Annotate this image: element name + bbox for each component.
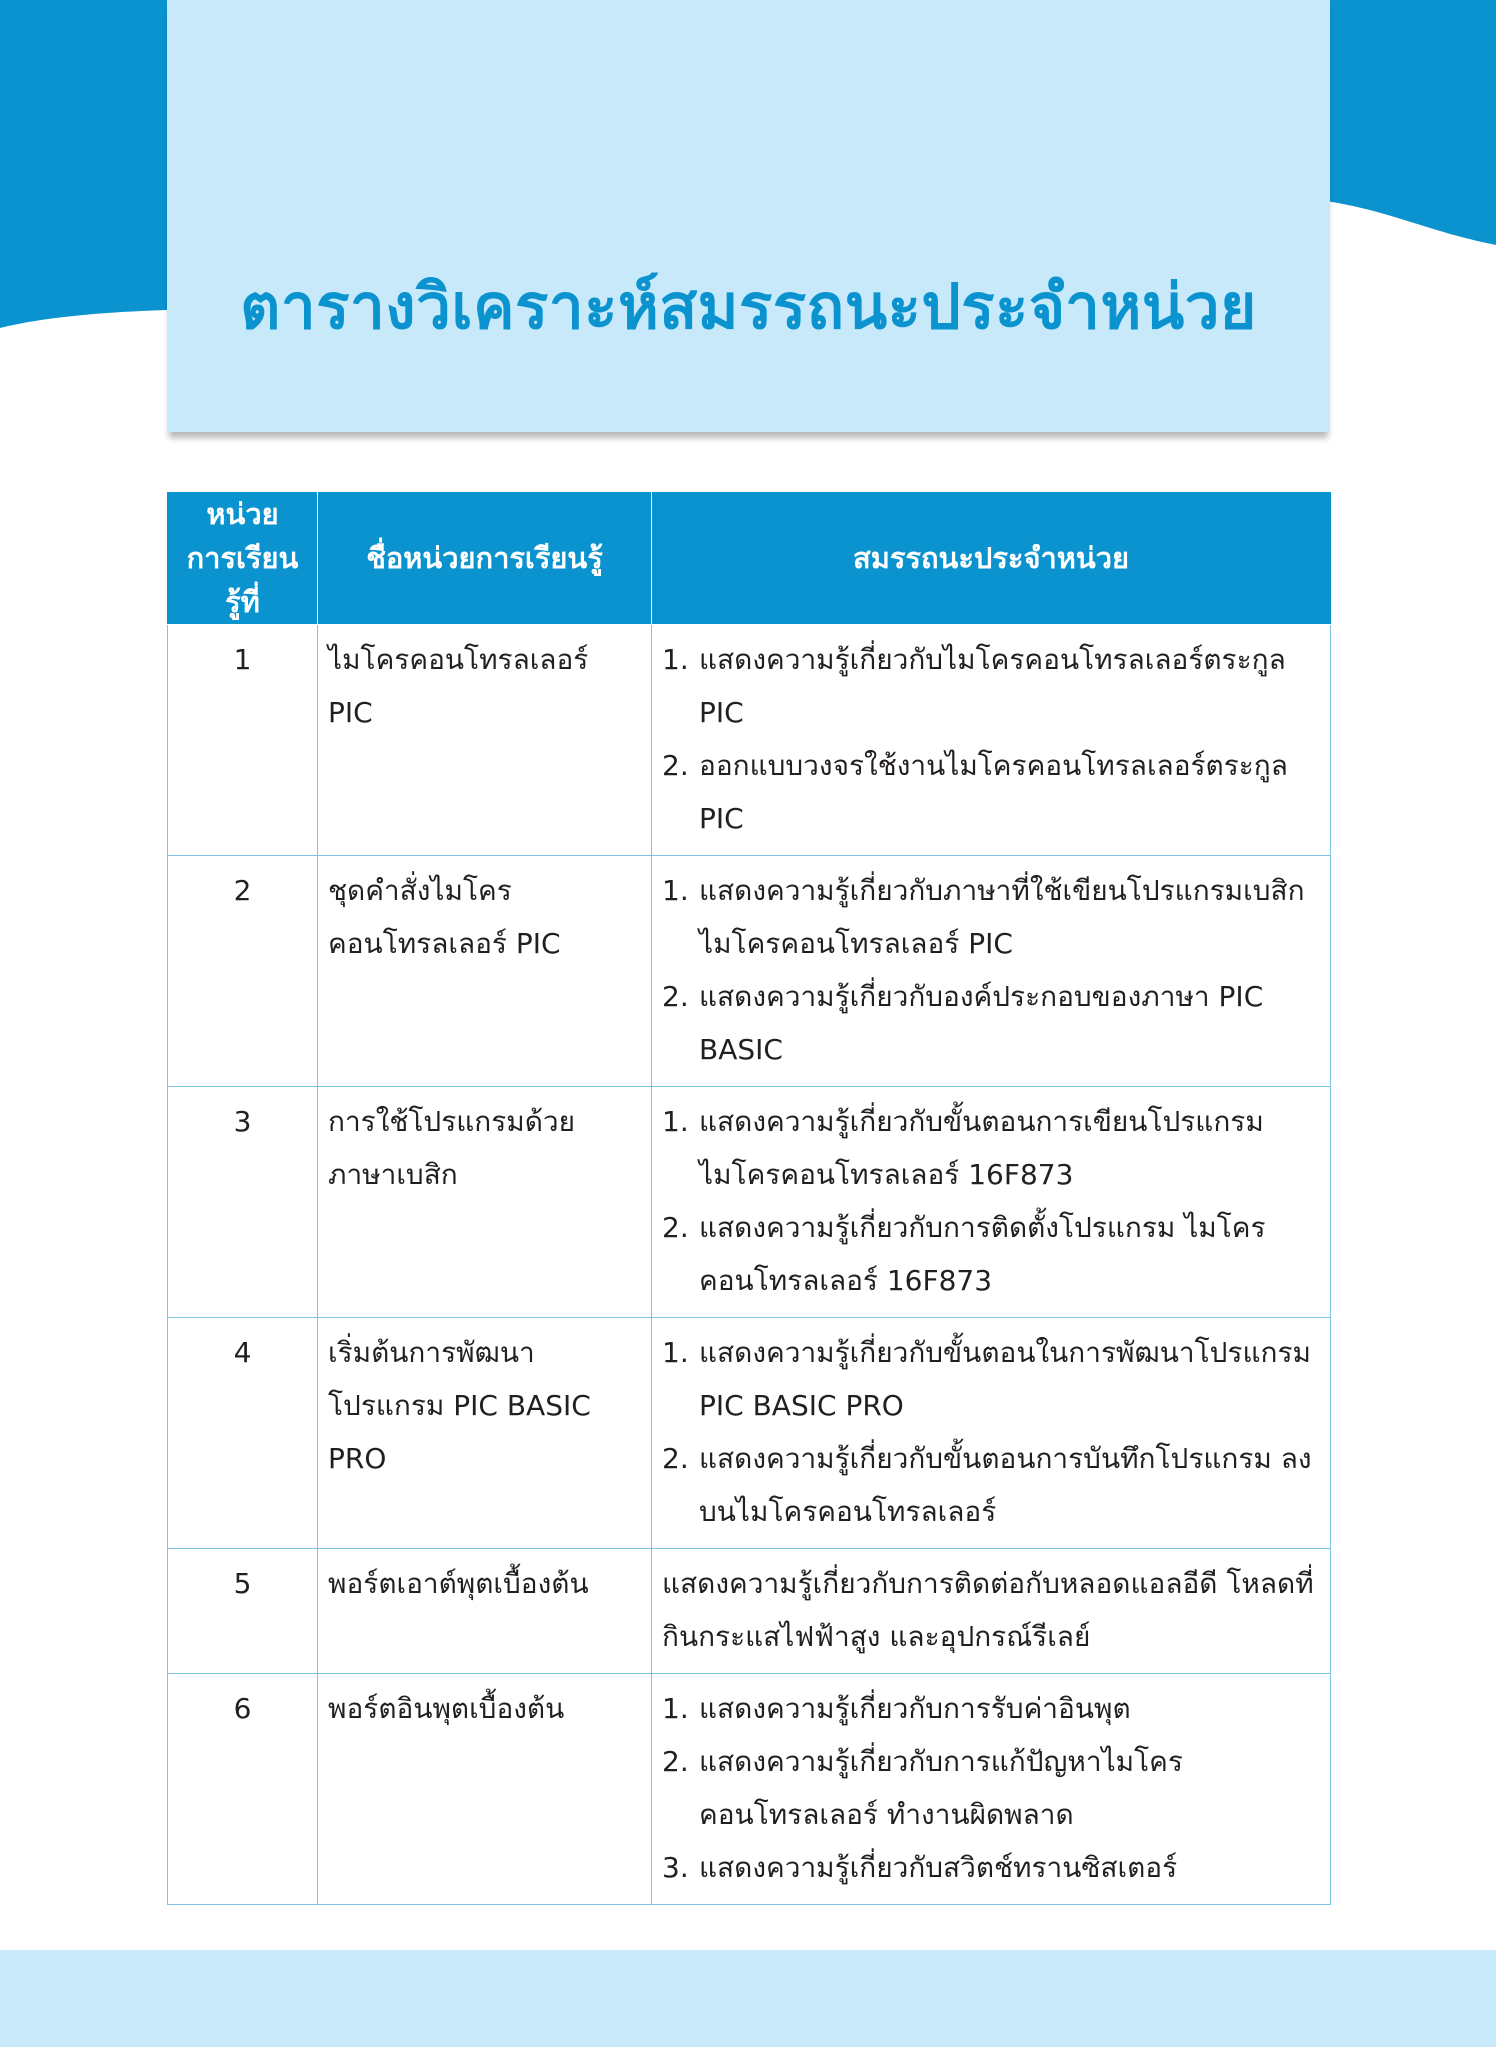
competency-item-number: 1. [662,1692,689,1725]
competency-item [662,1841,1320,1894]
competency-list [662,1326,1320,1538]
unit-name: พอร์ตเอาต์พุตเบื้องต้น [318,1549,652,1674]
competency-item [662,633,1320,739]
unit-number: 3 [168,1087,318,1318]
unit-name: พอร์ตอินพุตเบื้องต้น [318,1674,652,1905]
competency-item-number: 2. [662,1442,689,1475]
competency-list [662,1557,1320,1663]
table-row [168,856,1331,1087]
unit-number: 5 [168,1549,318,1674]
competency-item [662,1735,1320,1841]
competency-item-text: แสดงความรู้เกี่ยวกับองค์ประกอบของภาษา PIC BASIC [699,980,1264,1066]
unit-number: 6 [168,1674,318,1905]
competency-item-text: แสดงความรู้เกี่ยวกับการติดตั้งโปรแกรม ไมโครคอนโทรลเลอร์ 16F873 [699,1211,1266,1297]
header-unit-number [168,492,318,625]
competency-item [662,1682,1320,1735]
competency-list [662,1095,1320,1307]
unit-name: เริ่มต้นการพัฒนาโปรแกรม PIC BASIC PRO [318,1318,652,1549]
page-title: ตารางวิเคราะห์สมรรถนะประจำหน่วย [240,270,1257,343]
competency-item-text: ออกแบบวงจรใช้งานไมโครคอนโทรลเลอร์ตระกูล PIC [699,749,1288,835]
unit-competencies [652,1318,1331,1549]
unit-number: 4 [168,1318,318,1549]
competency-item [662,1557,1320,1663]
competency-list [662,633,1320,845]
competency-item-number: 2. [662,980,689,1013]
competency-item [662,739,1320,845]
competency-item [662,1095,1320,1201]
competency-item-text: แสดงความรู้เกี่ยวกับการรับค่าอินพุต [699,1692,1131,1725]
competency-item-number: 1. [662,1336,689,1369]
competency-item-text: แสดงความรู้เกี่ยวกับการแก้ปัญหาไมโครคอนโทรลเลอร์ ทำงานผิดพลาด [699,1745,1183,1831]
table-row [168,1549,1331,1674]
competency-item-text: แสดงความรู้เกี่ยวกับขั้นตอนการเขียนโปรแกรม ไมโครคอนโทรลเลอร์ 16F873 [699,1105,1264,1191]
competency-item-number: 2. [662,749,689,782]
footer-band [0,1950,1496,2047]
table-row [168,1318,1331,1549]
competency-item [662,1326,1320,1432]
table-row [168,1087,1331,1318]
competency-item [662,1201,1320,1307]
header-unit-number-label: หน่วยการเรียนรู้ที่ [186,497,299,619]
competency-item [662,1432,1320,1538]
competency-item-text: แสดงความรู้เกี่ยวกับการติดต่อกับหลอดแอลอีดี โหลดที่กินกระแสไฟฟ้าสูง และอุปกรณ์รีเลย์ [662,1567,1314,1653]
unit-competencies [652,1087,1331,1318]
unit-name: ชุดคำสั่งไมโครคอนโทรลเลอร์ PIC [318,856,652,1087]
title-panel [167,0,1330,432]
competency-item-text: แสดงความรู้เกี่ยวกับสวิตช์ทรานซิสเตอร์ [699,1851,1178,1884]
competency-item-number: 3. [662,1851,689,1884]
unit-competencies [652,625,1331,856]
table-row [168,1674,1331,1905]
unit-name: การใช้โปรแกรมด้วยภาษาเบสิก [318,1087,652,1318]
competency-item-number: 2. [662,1745,689,1778]
unit-competencies [652,856,1331,1087]
unit-competencies [652,1674,1331,1905]
competency-item-number: 1. [662,643,689,676]
competency-item [662,864,1320,970]
unit-name: ไมโครคอนโทรลเลอร์ PIC [318,625,652,856]
competency-item-number: 2. [662,1211,689,1244]
competency-item-text: แสดงความรู้เกี่ยวกับภาษาที่ใช้เขียนโปรแกรมเบสิก ไมโครคอนโทรลเลอร์ PIC [699,874,1305,960]
competency-list [662,1682,1320,1894]
table-row [168,625,1331,856]
header-unit-name: ชื่อหน่วยการเรียนรู้ [318,492,652,625]
table-header-row [168,492,1331,625]
header-competency: สมรรถนะประจำหน่วย [652,492,1331,625]
competency-item-text: แสดงความรู้เกี่ยวกับไมโครคอนโทรลเลอร์ตระกูล PIC [699,643,1286,729]
competency-item-number: 1. [662,1105,689,1138]
unit-number: 1 [168,625,318,856]
competency-item [662,970,1320,1076]
unit-competencies [652,1549,1331,1674]
competency-item-text: แสดงความรู้เกี่ยวกับขั้นตอนการบันทึกโปรแกรม ลงบนไมโครคอนโทรลเลอร์ [699,1442,1312,1528]
competency-table [167,492,1331,1905]
table-body [168,625,1331,1905]
competency-list [662,864,1320,1076]
competency-item-text: แสดงความรู้เกี่ยวกับขั้นตอนในการพัฒนาโปรแกรม PIC BASIC PRO [699,1336,1311,1422]
unit-number: 2 [168,856,318,1087]
competency-item-number: 1. [662,874,689,907]
